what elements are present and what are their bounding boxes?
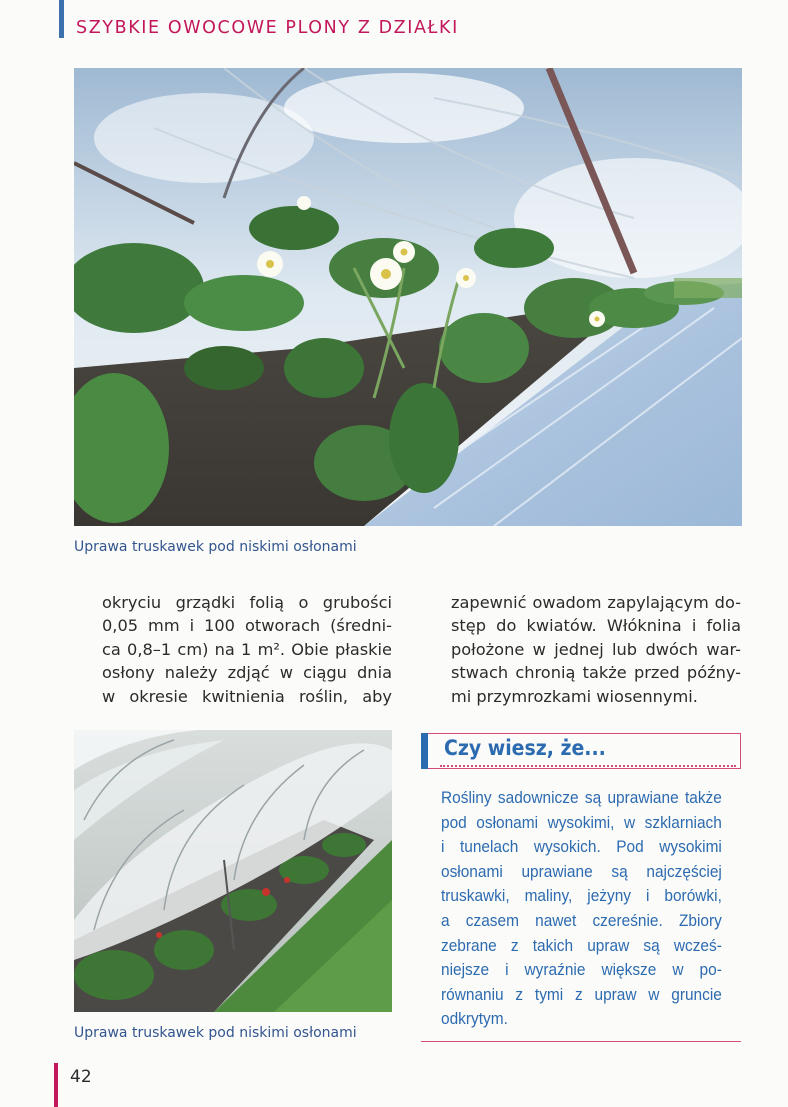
text-line: stwach chronią także przed późny- <box>451 663 741 683</box>
sidebar-title: Czy wiesz, że... <box>444 736 606 760</box>
sidebar-line: odkrytym. <box>441 1009 508 1029</box>
sidebar-bottom-rule <box>421 1041 741 1042</box>
text-line: położone w jednej lub dwóch war- <box>451 639 741 659</box>
figure-caption: Uprawa truskawek pod niskimi osłonami <box>74 539 357 555</box>
sidebar-text <box>441 786 722 1032</box>
sidebar-line: zebrane z takich upraw są wcześ- <box>441 935 722 955</box>
sidebar-line: niejsze i wyraźnie większe w po- <box>441 960 722 980</box>
sidebar-line: pod osłonami wysokimi, w szklarniach <box>441 812 722 832</box>
figure-caption: Uprawa truskawek pod niskimi osłonami <box>74 1025 357 1041</box>
low-tunnels-photo <box>74 730 392 1012</box>
sidebar-line: truskawki, maliny, jeżyny i borówki, <box>441 886 722 906</box>
header-accent-bar <box>59 0 64 38</box>
sidebar-line: a czasem nawet czereśnie. Zbiory <box>441 910 722 930</box>
sidebar-line: i tunelach wysokich. Pod wysokimi <box>441 837 722 857</box>
page-number: 42 <box>70 1067 92 1087</box>
text-line: osłony należy zdjąć w ciągu dnia <box>102 663 392 683</box>
text-line: okryciu grządki folią o grubości <box>102 593 392 612</box>
text-line: stęp do kwiatów. Włóknina i folia <box>451 616 741 636</box>
body-column-right <box>451 591 741 708</box>
sidebar-line: równaniu z tymi z upraw w gruncie <box>441 984 722 1004</box>
body-column-left <box>102 591 392 708</box>
sidebar-line: Rośliny sadownicze są uprawiane także <box>441 788 722 807</box>
text-line: ca 0,8–1 cm) na 1 m². Obie płaskie <box>102 639 392 659</box>
running-header: SZYBKIE OWOCOWE PLONY Z DZIAŁKI <box>76 18 459 38</box>
sidebar-dotted-rule <box>440 765 736 767</box>
text-line: 0,05 mm i 100 otworach (średni- <box>102 616 392 636</box>
text-line: w okresie kwitnienia roślin, aby <box>102 686 392 706</box>
strawberry-tunnel-photo <box>74 68 742 526</box>
sidebar-line: osłonami uprawiane są najczęściej <box>441 861 722 881</box>
text-line: zapewnić owadom zapylającym do- <box>451 593 741 612</box>
page-number-accent <box>54 1063 58 1107</box>
text-line: mi przymrozkami wiosennymi. <box>451 686 698 706</box>
sidebar-title-accent <box>421 733 428 769</box>
